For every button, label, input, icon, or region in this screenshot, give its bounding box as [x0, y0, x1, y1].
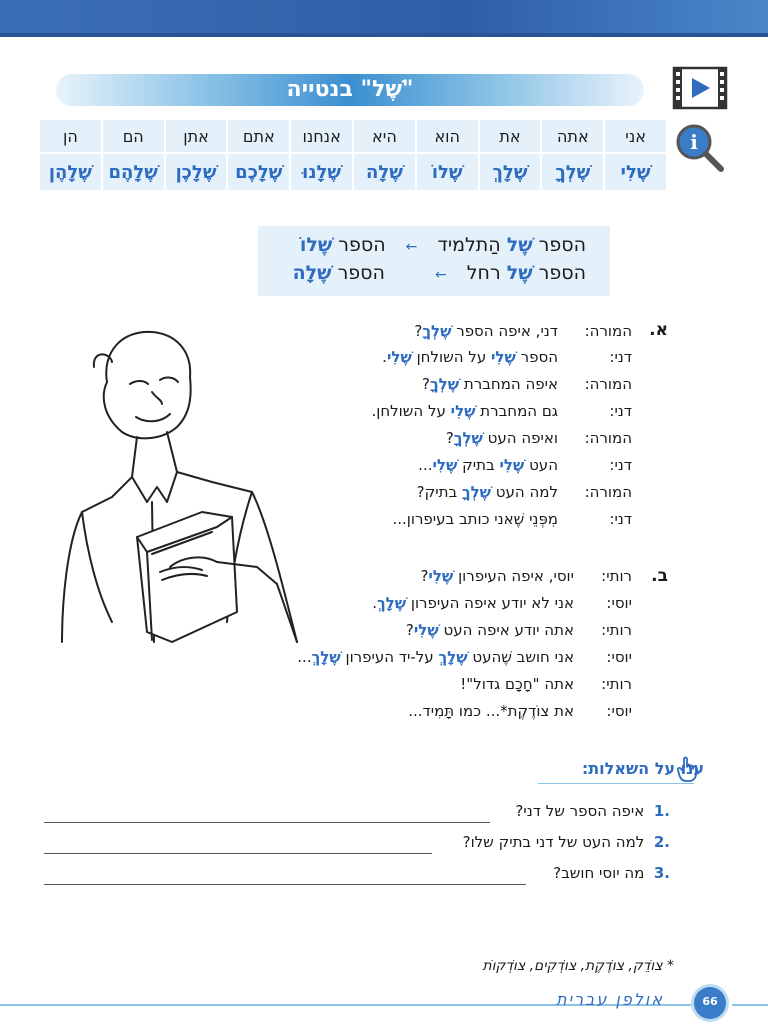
dialogue-text — [372, 594, 574, 612]
speaker-label: יוסי: — [606, 648, 632, 666]
speaker-label: רותי: — [601, 621, 632, 639]
highlight: שֶׁלִי — [428, 567, 454, 585]
possessive-cell: שֶׁלָהֶן — [40, 154, 101, 190]
speaker-label: יוסי: — [606, 594, 632, 612]
example-row — [300, 234, 586, 256]
example-text: רחל — [466, 262, 507, 284]
speaker-label: המורה: — [584, 483, 632, 501]
possessive-cell: שֶׁלָה — [354, 154, 415, 190]
dialogue-text — [420, 567, 574, 585]
pronoun-cell: את — [480, 120, 541, 152]
dialogue-line — [292, 402, 632, 426]
speaker-label: רותי: — [601, 675, 632, 693]
dialogue-text: מִפְּנֵי שֶׁאני כותב בעיפרון... — [392, 510, 558, 528]
dialogue-text — [417, 483, 558, 501]
answer-line[interactable] — [44, 822, 490, 823]
example-highlight: שֶׁל — [506, 262, 533, 284]
dialogue-text — [422, 375, 558, 393]
text: אתה יודע איפה העט — [438, 621, 574, 639]
arrow-icon: ← — [405, 239, 418, 255]
possessive-cell: שֶׁלִי — [605, 154, 666, 190]
text: ? — [405, 621, 414, 639]
page-number-badge — [694, 987, 726, 1019]
highlight: שֶׁלָךְ — [376, 594, 407, 612]
header-stripe — [0, 33, 768, 37]
possessive-row — [40, 154, 666, 190]
highlight: שֶׁלְךָ — [430, 375, 460, 393]
pronoun-cell: אנחנו — [291, 120, 352, 152]
highlight: שֶׁלִי — [499, 456, 525, 474]
pronoun-cell: הוא — [417, 120, 478, 152]
dialogue-text — [406, 621, 574, 639]
highlight: שֶׁלְךָ — [422, 322, 452, 340]
example-text: הספר — [532, 262, 586, 284]
text: ? — [414, 322, 423, 340]
dialogue-text — [382, 348, 558, 366]
text: ? — [422, 375, 430, 393]
question-item — [463, 833, 670, 851]
speaker-label: המורה: — [584, 429, 632, 447]
pronoun-cell: אתם — [228, 120, 289, 152]
text: יוסי, איפה העיפרון — [453, 567, 574, 585]
example-text: הספר — [331, 262, 385, 284]
questions-title-underline — [538, 783, 694, 784]
example-box — [258, 226, 610, 296]
dialogue-line — [292, 322, 632, 346]
speaker-label: המורה: — [584, 375, 632, 393]
possessive-cell: שֶׁלוֹ — [417, 154, 478, 190]
example-highlight: שֶׁלוֹ — [299, 234, 333, 256]
speaker-label: דני: — [609, 510, 632, 528]
possessive-cell: שֶׁלָכֶן — [166, 154, 227, 190]
pronoun-table — [38, 118, 668, 192]
text: איפה המחברת — [459, 375, 558, 393]
speaker-label: רותי: — [601, 567, 632, 585]
speaker-label: דני: — [609, 456, 632, 474]
dialogue-line — [232, 567, 632, 591]
text: . — [372, 594, 377, 612]
pronoun-cell: אני — [605, 120, 666, 152]
question-text: למה העט של דני בתיק שלו? — [462, 833, 645, 851]
text: אני חושב שֶׁהעט — [467, 648, 574, 666]
speaker-label: יוסי: — [606, 702, 632, 720]
dialogue-text: את צוֹדֶקֶת*... כמו תָּמִיד... — [408, 702, 574, 720]
dialogue-line — [232, 702, 632, 726]
dialogue-line — [292, 483, 632, 507]
pronoun-cell: הן — [40, 120, 101, 152]
text: אני לא יודע איפה העיפרון — [406, 594, 574, 612]
dialogue-line — [232, 594, 632, 618]
top-header-bar — [0, 0, 768, 36]
dialogue-text: אתה "חָכָם גדול"! — [460, 675, 574, 693]
question-number: .3 — [653, 864, 670, 882]
dialogue-text — [372, 402, 559, 420]
arrow-icon: ← — [434, 267, 447, 283]
video-play-icon[interactable] — [672, 66, 728, 110]
highlight: שֶׁלְךָ — [453, 429, 483, 447]
brand-label: אולפן עברית — [556, 990, 664, 1009]
highlight: שֶׁלָךְ — [438, 648, 468, 666]
dialogue-line — [292, 429, 632, 453]
possessive-cell: שֶׁלָהֶם — [103, 154, 164, 190]
footer-rule — [732, 1004, 768, 1006]
possessive-cell: שֶׁלָךְ — [480, 154, 541, 190]
dialogue-line — [292, 375, 632, 399]
highlight: שֶׁלִי — [490, 348, 516, 366]
dialogue-text — [418, 456, 558, 474]
highlight: שֶׁלִי — [386, 348, 412, 366]
possessive-cell: שֶׁלְךָ — [542, 154, 603, 190]
page-number: 66 — [702, 995, 718, 1008]
text: על-יד העיפרון — [340, 648, 439, 666]
text: דני, איפה הספר — [451, 322, 558, 340]
speaker-label: דני: — [609, 348, 632, 366]
section-marker-b: ב. — [651, 566, 668, 586]
highlight: שֶׁלִי — [432, 456, 458, 474]
example-text: הספר — [332, 234, 386, 256]
possessive-cell: שֶׁלָנוּ — [291, 154, 352, 190]
text: על השולחן — [411, 348, 491, 366]
text: למה העט — [491, 483, 558, 501]
dialogue-line — [232, 675, 632, 699]
text: העט — [524, 456, 558, 474]
highlight: שֶׁלִי — [450, 402, 476, 420]
highlight: שֶׁלָךְ — [311, 648, 341, 666]
text: ואיפה העט — [482, 429, 558, 447]
footnote: * צוֹדֵק, צוֹדֶקֶת, צוֹדְקִים, צוֹדְקוֹת — [482, 958, 674, 974]
speaker-label: המורה: — [584, 322, 632, 340]
question-number: .2 — [653, 833, 670, 851]
speaker-label: דני: — [609, 402, 632, 420]
text: בתיק — [457, 456, 500, 474]
pronoun-cell: הם — [103, 120, 164, 152]
text: ? — [420, 567, 429, 585]
text: על השולחן. — [371, 402, 451, 420]
text: ... — [297, 648, 312, 666]
dialogue-line — [292, 348, 632, 372]
answer-line[interactable] — [44, 884, 526, 885]
text: ... — [418, 456, 433, 474]
question-text: מה יוסי חושב? — [553, 864, 645, 882]
answer-line[interactable] — [44, 853, 432, 854]
title-banner — [56, 74, 644, 106]
question-item — [515, 802, 670, 820]
possessive-cell: שֶׁלָכֶם — [228, 154, 289, 190]
magnifier-info-icon — [674, 122, 726, 174]
text: . — [382, 348, 387, 366]
text: בתיק? — [416, 483, 462, 501]
example-highlight: שֶׁל — [506, 234, 533, 256]
pronoun-cell: היא — [354, 120, 415, 152]
example-text: הספר — [532, 234, 586, 256]
question-number: .1 — [653, 802, 670, 820]
svg-text:i: i — [690, 130, 698, 154]
highlight: שֶׁלְךָ — [461, 483, 492, 501]
highlight: שֶׁלִי — [413, 621, 439, 639]
example-row — [293, 262, 586, 284]
question-item — [553, 864, 670, 882]
pronoun-cell: אתה — [542, 120, 603, 152]
text: ? — [445, 429, 454, 447]
example-highlight: שֶׁלָה — [292, 262, 332, 284]
dialogue-line — [232, 621, 632, 645]
dialogue-text — [446, 429, 558, 447]
dialogue-text — [414, 322, 558, 340]
text: הספר — [515, 348, 558, 366]
pronoun-row — [40, 120, 666, 152]
question-text: איפה הספר של דני? — [515, 802, 645, 820]
page-title: "שֶׁל" בנטייה — [286, 77, 414, 102]
dialogue-line — [232, 648, 632, 672]
section-marker-a: א. — [649, 320, 668, 340]
text: גם המחברת — [475, 402, 558, 420]
dialogue-text — [297, 648, 574, 666]
example-text: הַתלמיד — [437, 234, 507, 256]
questions-title: ענו על השאלות: — [581, 759, 704, 778]
dialogue-line — [292, 456, 632, 480]
dialogue-line — [292, 510, 632, 534]
pronoun-cell: אתן — [166, 120, 227, 152]
